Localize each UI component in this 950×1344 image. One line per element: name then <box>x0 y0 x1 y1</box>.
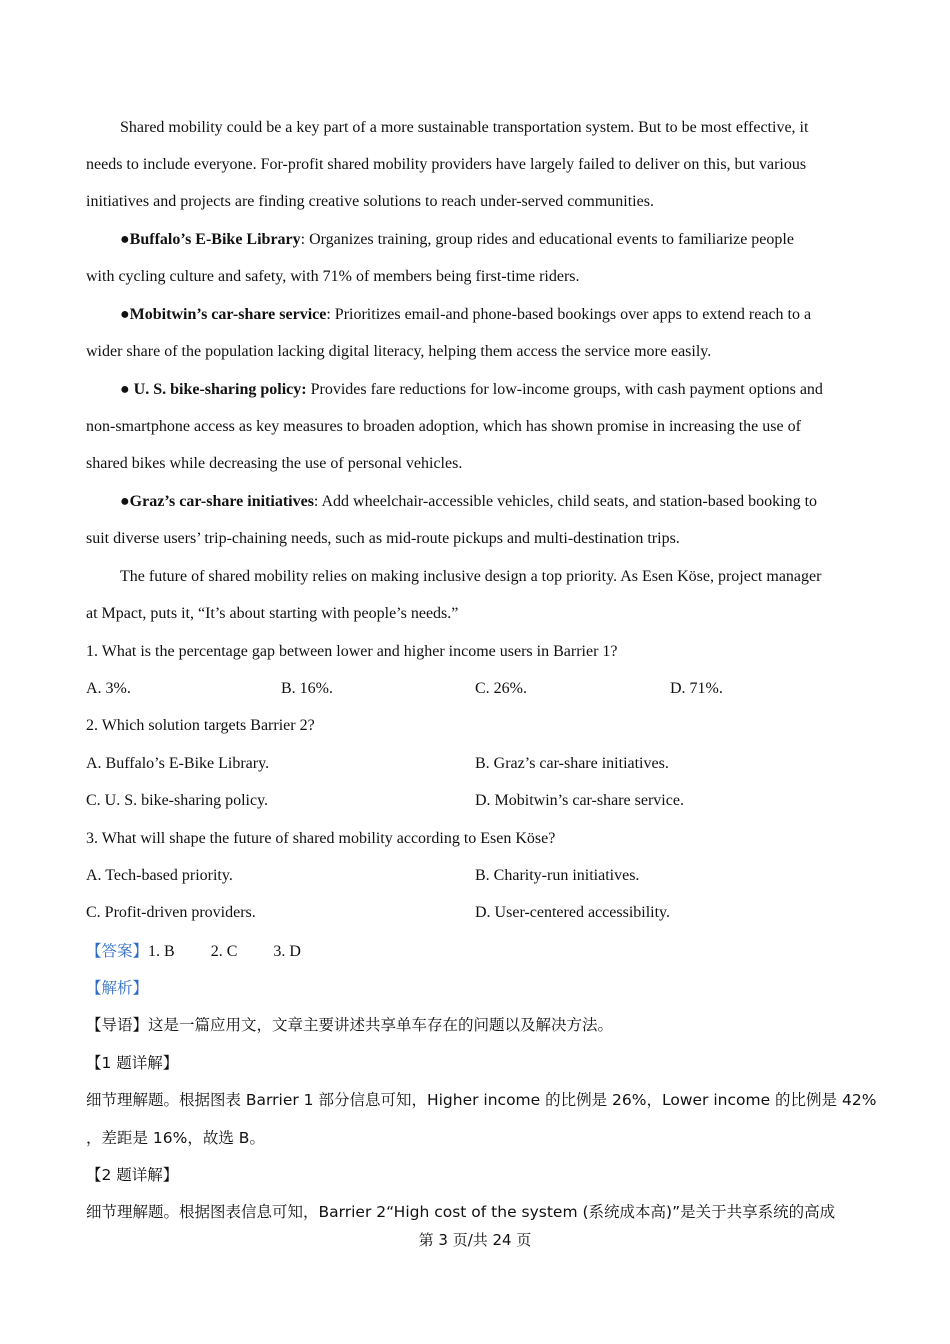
bullet-title: Mobitwin’s car-share service <box>129 306 327 323</box>
question-1-option-a: A. 3%. <box>86 680 131 697</box>
question-2-option-c: C. U. S. bike-sharing policy. <box>86 792 269 809</box>
bullet-text: : Organizes training, group rides and educational events to familiarize people <box>300 231 794 248</box>
q2-detail-line-1: 细节理解题。根据图表信息可知，Barrier 2“High cost of the system (系统成本高)”是关于共享系统的高成 <box>86 1203 836 1221</box>
answer-item: 2. C <box>210 943 238 960</box>
bullet-title: Graz’s car-share initiatives <box>129 493 314 510</box>
bullet-title: U. S. bike-sharing policy: <box>133 381 307 398</box>
question-3-stem: 3. What will shape the future of shared mobility according to Esen Köse? <box>86 830 556 847</box>
question-1-option-d: D. 71%. <box>670 680 723 697</box>
page-number-footer: 第 3 页/共 24 页 <box>418 1231 532 1249</box>
q1-detail-line-1: 细节理解题。根据图表 Barrier 1 部分信息可知，Higher income 的比例是 26%，Lower income 的比例是 42% <box>86 1091 877 1109</box>
q2-detail-title: 【2 题详解】 <box>86 1166 179 1184</box>
bullet-1-continuation: with cycling culture and safety, with 71% of members being first-time riders. <box>86 268 580 285</box>
question-2-option-b: B. Graz’s car-share initiatives. <box>475 755 669 772</box>
bullet-item-1 <box>120 230 910 250</box>
analysis-label: 【解析】 <box>86 979 149 997</box>
answer-label: 【答案】 <box>86 942 149 960</box>
bullet-item-3 <box>120 380 910 400</box>
answer-item: 1. B <box>148 943 175 960</box>
question-3-option-d: D. User-centered accessibility. <box>475 904 670 921</box>
question-2-stem: 2. Which solution targets Barrier 2? <box>86 717 315 734</box>
q1-detail-title: 【1 题详解】 <box>86 1054 179 1072</box>
bullet-text: Provides fare reductions for low-income groups, with cash payment options and <box>306 381 823 398</box>
bullet-2-continuation: wider share of the population lacking digital literacy, helping them access the service more easily. <box>86 343 712 360</box>
bullet-text: : Add wheelchair-accessible vehicles, child seats, and station-based booking to <box>313 493 818 510</box>
intro-line-3: initiatives and projects are finding creative solutions to reach under-served communities. <box>86 193 654 210</box>
answer-line <box>86 941 876 962</box>
q1-detail-line-2: ，差距是 16%，故选 B。 <box>86 1129 265 1147</box>
bullet-marker-icon: ● <box>120 381 134 398</box>
question-1-option-c: C. 26%. <box>475 680 527 697</box>
bullet-item-4 <box>120 492 910 512</box>
closing-line-2: at Mpact, puts it, “It’s about starting with people’s needs.” <box>86 605 459 622</box>
intro-line-2: needs to include everyone. For-profit shared mobility providers have largely failed to deliver on this, but various <box>86 156 807 173</box>
question-3-option-a: A. Tech-based priority. <box>86 867 233 884</box>
bullet-3-continuation-1: non-smartphone access as key measures to broaden adoption, which has shown promise in increasing the use of <box>86 418 801 435</box>
question-2-option-a: A. Buffalo’s E-Bike Library. <box>86 755 270 772</box>
bullet-text: : Prioritizes email-and phone-based bookings over apps to extend reach to a <box>326 306 812 323</box>
intro-line-1: Shared mobility could be a key part of a more sustainable transportation system. But to be most effective, it <box>120 119 809 136</box>
bullet-marker-icon: ● <box>120 493 130 510</box>
bullet-3-continuation-2: shared bikes while decreasing the use of personal vehicles. <box>86 455 463 472</box>
bullet-title: Buffalo’s E-Bike Library <box>129 231 301 248</box>
closing-line-1: The future of shared mobility relies on making inclusive design a top priority. As Esen Köse, project manager <box>120 568 822 585</box>
bullet-4-continuation: suit diverse users’ trip-chaining needs, such as mid-route pickups and multi-destination trips. <box>86 530 680 547</box>
bullet-marker-icon: ● <box>120 306 130 323</box>
question-1-stem: 1. What is the percentage gap between lower and higher income users in Barrier 1? <box>86 643 618 660</box>
question-1-option-b: B. 16%. <box>281 680 333 697</box>
question-3-option-b: B. Charity-run initiatives. <box>475 867 640 884</box>
bullet-item-2 <box>120 305 910 325</box>
question-2-option-d: D. Mobitwin’s car-share service. <box>475 792 684 809</box>
answer-item: 3. D <box>273 943 301 960</box>
question-3-option-c: C. Profit-driven providers. <box>86 904 256 921</box>
bullet-marker-icon: ● <box>120 231 130 248</box>
analysis-guide: 【导语】这是一篇应用文，文章主要讲述共享单车存在的问题以及解决方法。 <box>86 1016 614 1034</box>
